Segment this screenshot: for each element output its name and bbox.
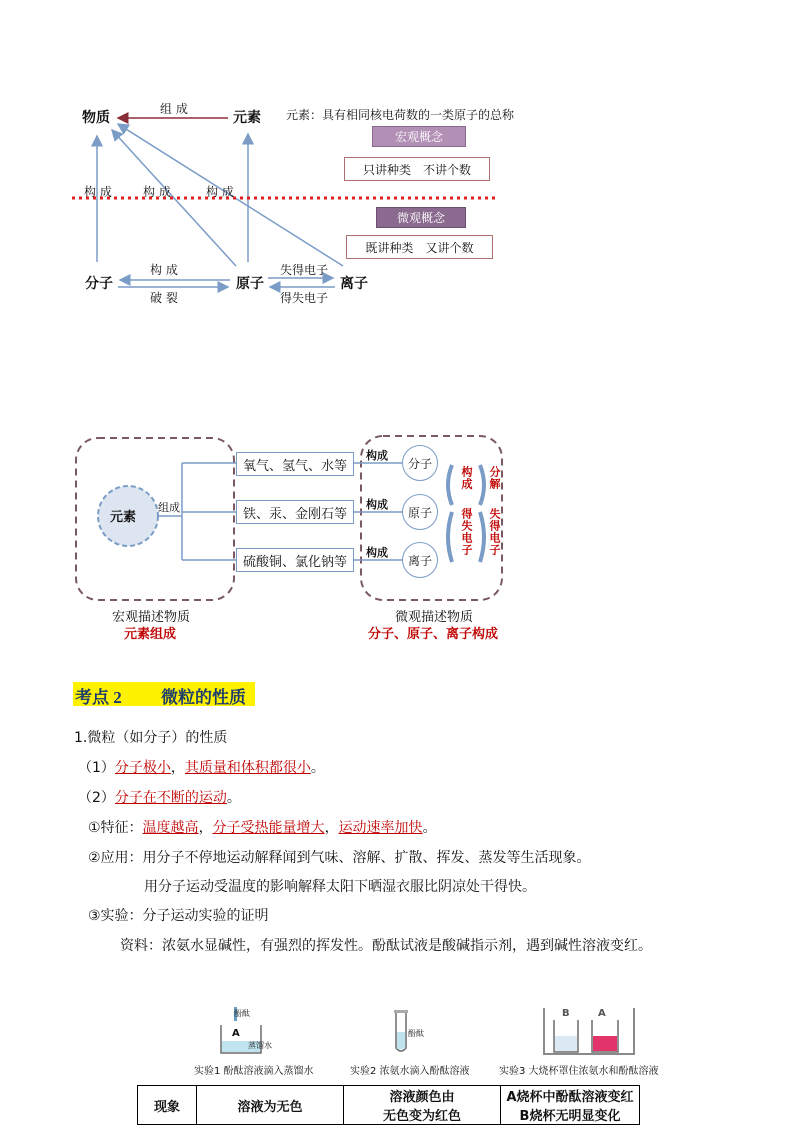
d2-arrow-constitute: 构成 (460, 466, 473, 490)
node-element: 元素 (233, 110, 261, 126)
macro-concept-note: 只讲种类 不讲个数 (344, 157, 490, 181)
exp1-caption: 实验1 酚酞溶液滴入蒸馏水 (194, 1066, 314, 1077)
d2-arrow-decompose: 分解 (488, 466, 501, 490)
l2-end: 。 (310, 760, 325, 776)
edge-atom-ion-bottom: 得失电子 (280, 291, 329, 305)
l4-key-1: 温度越高 (142, 820, 199, 836)
d2-element: 元素 (110, 510, 137, 525)
micro-concept-label: 微观概念 (376, 207, 466, 228)
exp2-label: 酚酞 (408, 1029, 424, 1038)
d2-group-molecular: 氧气、氢气、水等 (236, 452, 354, 476)
l4-sep-1: ， (198, 820, 213, 836)
exp3-caption: 实验3 大烧杯罩住浓氨水和酚酞溶液 (499, 1066, 659, 1077)
d2-particle-molecule: 分子 (402, 445, 438, 481)
micro-concept-note: 既讲种类 又讲个数 (346, 235, 493, 259)
table-cell-exp2 (344, 1086, 501, 1125)
d2-macro-sub: 元素组成 (124, 627, 177, 642)
edge-constitute-label-1: 构 成 (84, 185, 112, 199)
section-heading (73, 682, 255, 706)
d2-arrow-lose-gain: 失得电子 (488, 508, 501, 556)
section-title: 微粒的性质 (161, 688, 246, 708)
l4-sep-2: ， (324, 820, 339, 836)
macro-concept-label: 宏观概念 (372, 126, 466, 147)
table-cell-exp3-line1: A烧杯中酚酞溶液变红 (506, 1090, 634, 1105)
table-cell-exp2-line1: 溶液颜色由 (389, 1090, 455, 1105)
d2-micro-caption: 微观描述物质 (395, 610, 474, 625)
table-cell-exp1: 溶液为无色 (197, 1086, 344, 1125)
exp3-beakers-illustration (540, 1004, 640, 1058)
d2-particle-ion: 离子 (402, 542, 438, 578)
table-cell-exp3 (501, 1086, 640, 1125)
node-substance: 物质 (82, 110, 110, 126)
d2-particle-atom: 原子 (402, 494, 438, 530)
l3-prefix: （2） (78, 790, 115, 806)
exp1-drop-label: 酚酞 (234, 1009, 250, 1018)
d2-micro-sub: 分子、原子、离子构成 (368, 627, 499, 642)
node-ion: 离子 (340, 276, 368, 292)
table-header-phenomenon: 现象 (138, 1086, 197, 1125)
d2-group-ionic: 硫酸铜、氯化钠等 (236, 548, 354, 572)
text-line-7: ③实验：分子运动实验的证明 (88, 908, 269, 924)
l4-prefix: ①特征： (88, 820, 143, 836)
text-line-4 (88, 818, 437, 838)
edge-atom-ion-top: 失得电子 (280, 263, 329, 277)
d2-arrow-gain-lose: 得失电子 (460, 508, 473, 556)
table-cell-exp2-line2: 无色变为红色 (382, 1109, 461, 1124)
edge-constitute-label-3: 构 成 (206, 185, 234, 199)
d2-group-atomic: 铁、汞、金刚石等 (236, 500, 354, 524)
exp1-beaker-label: A (232, 1028, 240, 1039)
text-line-8: 资料：浓氨水显碱性，有强烈的挥发性。酚酞试液是酸碱指示剂，遇到碱性溶液变红。 (120, 938, 652, 954)
l4-end: 。 (422, 820, 437, 836)
d2-constitute-2: 构成 (366, 498, 388, 511)
d2-compose: 组成 (158, 501, 180, 514)
l4-key-2: 分子受热能量增大 (212, 820, 325, 836)
edge-constitute-label-2: 构 成 (143, 185, 171, 199)
text-line-5: ②应用：用分子不停地运动解释闻到气味、溶解、扩散、挥发、蒸发等生活现象。 (88, 850, 591, 866)
text-line-1: 1.微粒（如分子）的性质 (74, 730, 228, 746)
text-line-3 (78, 788, 241, 808)
l3-key: 分子在不断的运动 (114, 790, 227, 806)
exp3-b-label: B (562, 1008, 570, 1019)
d2-constitute-1: 构成 (366, 449, 388, 462)
exp3-a-label: A (598, 1008, 606, 1019)
edge-compose-label: 组 成 (160, 102, 188, 116)
text-line-6: 用分子运动受温度的影响解释太阳下晒湿衣服比阴凉处干得快。 (144, 879, 536, 895)
edge-mol-atom-bottom: 破 裂 (150, 291, 178, 305)
l2-key-2: 其质量和体积都很小 (184, 760, 311, 776)
node-atom: 原子 (236, 276, 264, 292)
exp1-water-label: 蒸馏水 (248, 1041, 272, 1050)
table-row (138, 1086, 640, 1125)
text-line-2 (78, 758, 325, 778)
element-definition: 元素：具有相同核电荷数的一类原子的总称 (286, 108, 515, 122)
results-table (137, 1085, 640, 1125)
l3-end: 。 (226, 790, 241, 806)
l2-prefix: （1） (78, 760, 115, 776)
node-molecule: 分子 (85, 276, 113, 292)
exp2-caption: 实验2 浓氨水滴入酚酞溶液 (350, 1066, 470, 1077)
l2-sep: ， (170, 760, 185, 776)
table-cell-exp3-line2: B烧杯无明显变化 (519, 1109, 621, 1124)
d2-constitute-3: 构成 (366, 546, 388, 559)
l2-key-1: 分子极小 (114, 760, 171, 776)
d2-macro-caption: 宏观描述物质 (112, 610, 191, 625)
section-number: 考点 2 (75, 688, 122, 707)
l4-key-3: 运动速率加快 (338, 820, 423, 836)
edge-mol-atom-top: 构 成 (150, 263, 178, 277)
